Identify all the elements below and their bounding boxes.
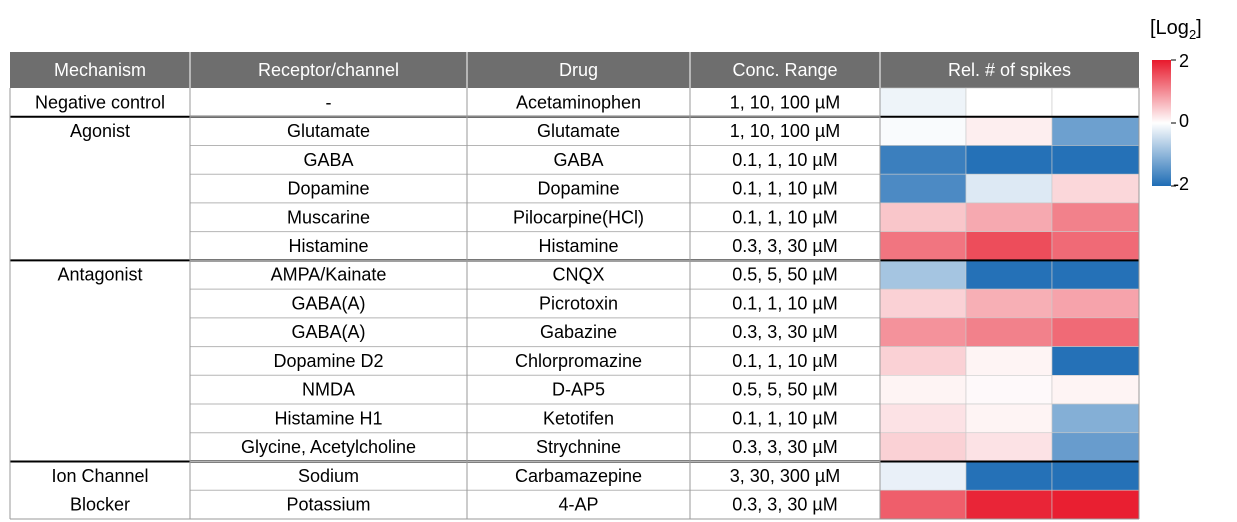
heatmap-cell (966, 117, 1052, 146)
cell-drug: Picrotoxin (538, 293, 619, 314)
heatmap-cell (880, 375, 966, 404)
heatmap-cell (880, 232, 966, 261)
header-receptor: Receptor/channel (257, 60, 400, 80)
cell-receptor: Sodium (297, 465, 360, 486)
cell-conc: 0.5, 5, 50 µM (732, 264, 838, 285)
heatmap-cell (1052, 461, 1139, 490)
cell-receptor: Histamine H1 (274, 408, 383, 429)
cell-receptor: Dopamine D2 (273, 350, 384, 371)
heatmap-cell (880, 117, 966, 146)
heatmap-cell (880, 203, 966, 232)
table-header (10, 52, 1139, 88)
cell-conc: 0.3, 3, 30 µM (732, 437, 838, 458)
cell-drug: D-AP5 (551, 379, 606, 400)
cell-drug: Pilocarpine(HCl) (512, 207, 645, 228)
header-spikes: Rel. # of spikes (947, 60, 1072, 80)
cell-receptor: - (325, 92, 332, 113)
cell-drug: Glutamate (536, 121, 621, 142)
cell-conc: 0.1, 1, 10 µM (732, 178, 838, 199)
heatmap-cell (1052, 232, 1139, 261)
header-drug: Drug (558, 60, 599, 80)
heatmap-cell (880, 461, 966, 490)
cell-drug: Histamine (538, 236, 619, 257)
heatmap-cell (1052, 145, 1139, 174)
heatmap-cell (880, 289, 966, 318)
cell-receptor: GABA(A) (291, 322, 366, 343)
heatmap-cell (1052, 174, 1139, 203)
heatmap-cell (880, 88, 966, 117)
cell-receptor: Potassium (286, 494, 371, 515)
heatmap-cell (880, 318, 966, 347)
group-label: Antagonist (57, 264, 143, 285)
heatmap-cell (880, 347, 966, 376)
heatmap-cell (1052, 375, 1139, 404)
cell-drug: Dopamine (537, 178, 620, 199)
heatmap-cell (966, 260, 1052, 289)
cell-conc: 0.3, 3, 30 µM (732, 322, 838, 343)
cell-conc: 0.1, 1, 10 µM (732, 293, 838, 314)
heatmap-cell (966, 145, 1052, 174)
header-conc: Conc. Range (732, 60, 838, 80)
cell-receptor: AMPA/Kainate (270, 264, 387, 285)
cell-conc: 0.1, 1, 10 µM (732, 408, 838, 429)
legend-color-bar (1152, 60, 1171, 186)
heatmap-cell (1052, 433, 1139, 462)
group-label: Negative control (34, 92, 166, 113)
heatmap-cell (1052, 404, 1139, 433)
cell-receptor: GABA (303, 149, 354, 170)
cell-drug: Acetaminophen (515, 92, 642, 113)
heatmap-cell (966, 318, 1052, 347)
group-label: Agonist (69, 121, 131, 142)
group-label: Blocker (69, 494, 131, 515)
heatmap-cell (1052, 289, 1139, 318)
cell-drug: Gabazine (539, 322, 618, 343)
cell-conc: 1, 10, 100 µM (729, 121, 841, 142)
cell-drug: CNQX (552, 264, 605, 285)
heatmap-cell (880, 260, 966, 289)
cell-drug: GABA (553, 149, 604, 170)
heatmap-cell (1052, 88, 1139, 117)
cell-drug: Chlorpromazine (514, 350, 643, 371)
heatmap-cell (1052, 490, 1139, 519)
color-legend (1150, 17, 1202, 194)
heatmap-cell (966, 461, 1052, 490)
heatmap-cell (966, 88, 1052, 117)
table-body-text (35, 92, 840, 514)
cell-receptor: Dopamine (287, 178, 370, 199)
cell-drug: Ketotifen (542, 408, 615, 429)
heatmap-cell (880, 145, 966, 174)
heatmap-cell (1052, 347, 1139, 376)
heatmap-cell (966, 404, 1052, 433)
heatmap-cell (966, 203, 1052, 232)
cell-drug: Carbamazepine (514, 465, 643, 486)
heatmap-cells (880, 88, 1139, 519)
cell-conc: 3, 30, 300 µM (729, 465, 841, 486)
cell-receptor: Glutamate (286, 121, 371, 142)
cell-conc: 0.1, 1, 10 µM (732, 149, 838, 170)
cell-drug: Strychnine (535, 437, 622, 458)
heatmap-cell (1052, 318, 1139, 347)
heatmap-cell (966, 347, 1052, 376)
group-label: Ion Channel (51, 465, 149, 486)
heatmap-cell (966, 375, 1052, 404)
cell-conc: 0.5, 5, 50 µM (732, 379, 838, 400)
cell-receptor: Muscarine (286, 207, 371, 228)
cell-receptor: NMDA (302, 379, 355, 400)
heatmap-cell (966, 174, 1052, 203)
cell-conc: 0.3, 3, 30 µM (732, 236, 838, 257)
heatmap-cell (880, 174, 966, 203)
header-mechanism: Mechanism (53, 60, 147, 80)
cell-receptor: Histamine (288, 236, 369, 257)
legend-tick-mid: 0 (1179, 111, 1190, 131)
legend-tick-max: 2 (1179, 51, 1190, 71)
heatmap-cell (1052, 203, 1139, 232)
cell-drug: 4-AP (558, 494, 599, 515)
cell-conc: 1, 10, 100 µM (729, 92, 841, 113)
legend-unit-label: [Log$_2$] (1150, 17, 1202, 42)
cell-conc: 0.1, 1, 10 µM (732, 350, 838, 371)
heatmap-cell (966, 232, 1052, 261)
cell-receptor: Glycine, Acetylcholine (240, 437, 417, 458)
heatmap-cell (966, 433, 1052, 462)
cell-conc: 0.1, 1, 10 µM (732, 207, 838, 228)
heatmap-cell (880, 404, 966, 433)
cell-conc: 0.3, 3, 30 µM (732, 494, 838, 515)
heatmap-cell (880, 490, 966, 519)
legend-tick-min: -2 (1173, 174, 1190, 194)
heatmap-cell (966, 490, 1052, 519)
heatmap-cell (880, 433, 966, 462)
heatmap-cell (966, 289, 1052, 318)
heatmap-cell (1052, 260, 1139, 289)
heatmap-cell (1052, 117, 1139, 146)
cell-receptor: GABA(A) (291, 293, 366, 314)
